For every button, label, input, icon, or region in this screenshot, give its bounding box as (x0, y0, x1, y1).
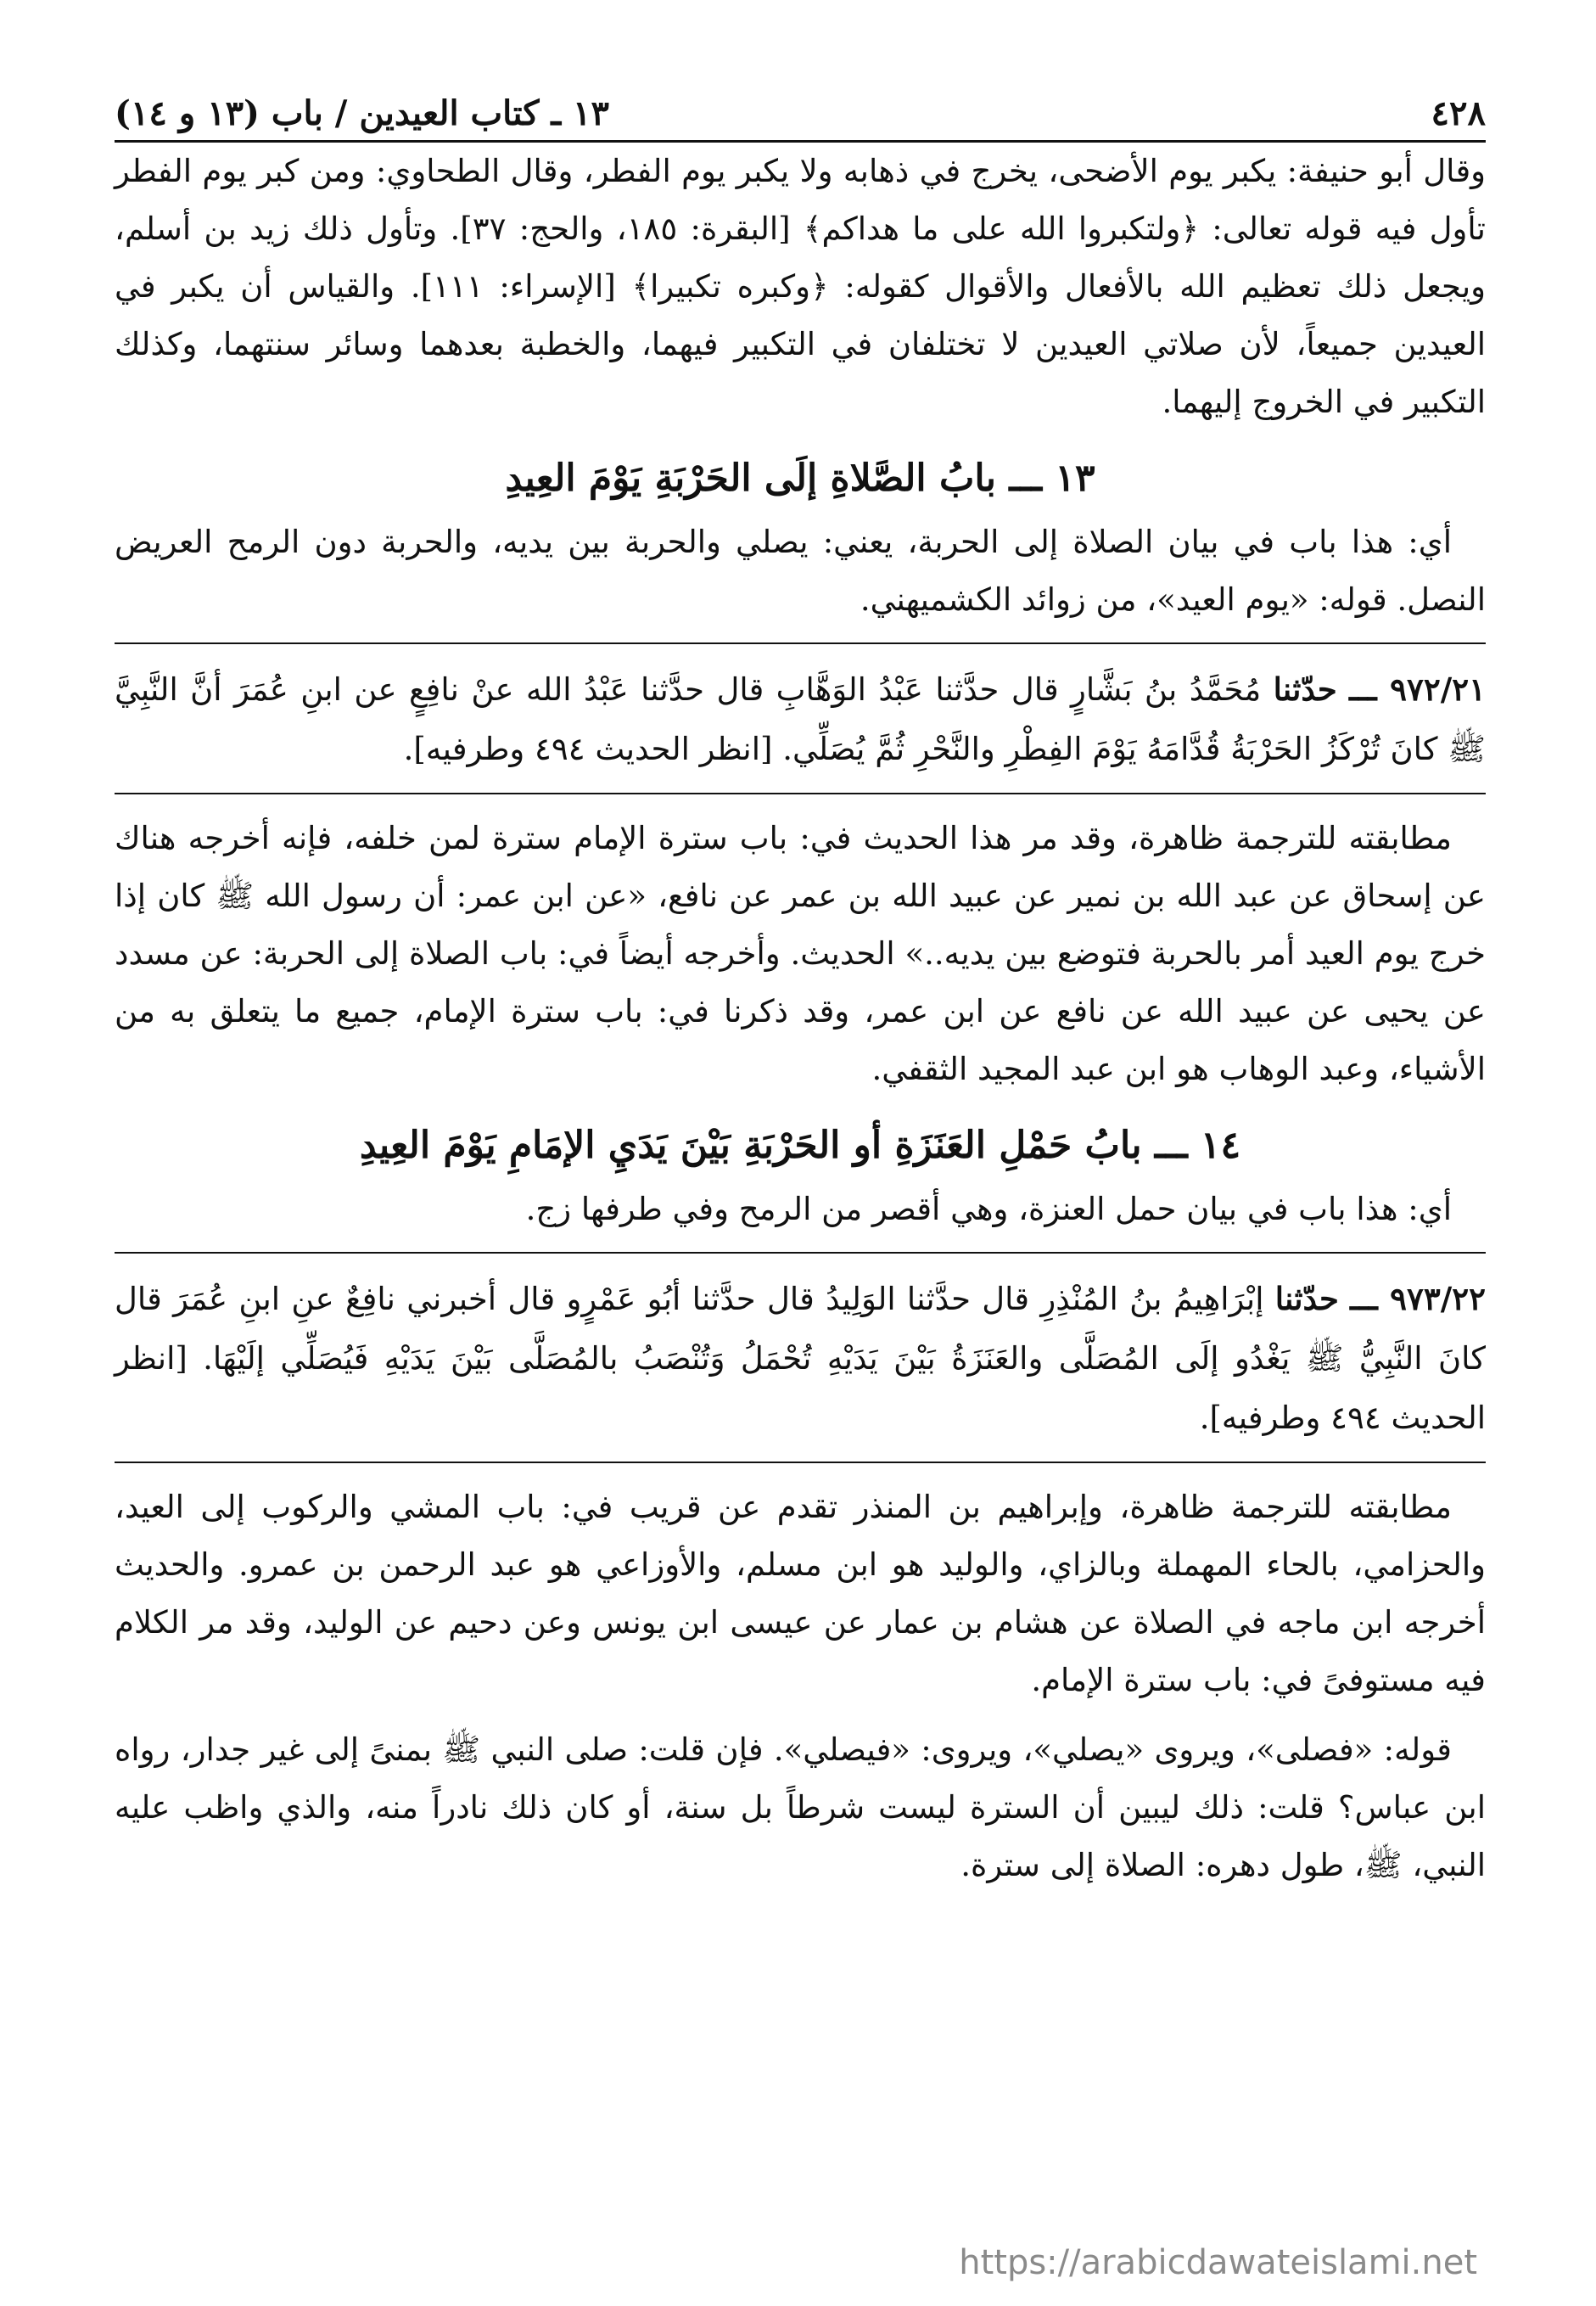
running-title: ١٣ ـ كتاب العيدين / باب (١٣ و ١٤) (115, 93, 610, 133)
intro-paragraph: وقال أبو حنيفة: يكبر يوم الأضحى، يخرج في ذهابه ولا يكبر يوم الفطر، وقال الطحاوي: ومن كبر يوم الفطر تأول فيه قوله تعالى: ﴿ولتكبروا الله على ما هداكم﴾ [البقرة: ١٨٥، والحج: ٣٧]. وتأول ذلك زيد بن أسلم، ويجعل ذلك تعظيم الله بالأفعال والأقوال كقوله: ﴿وكبره تكبيرا﴾ [الإسراء: ١١١]. والقياس أن يكبر في العيدين جميعاً، لأن صلاتي العيدين لا تختلفان في التكبير فيهما، والخطبة بعدهما وسائر سنتهما، وكذلك التكبير في الخروج إليهما. (115, 153, 1487, 420)
hadith-number: ٩٧٢/٢١ ـــ (1349, 670, 1486, 708)
separator-rule (115, 793, 1486, 794)
commentary-973: مطابقته للترجمة ظاهرة، وإبراهيم بن المنذر تقدم عن قريب في: باب المشي والركوب إلى العيد، والحزامي، بالحاء المهملة وبالزاي، والوليد هو ابن مسلم، والأوزاعي هو عبد الرحمن بن عمرو. والحديث أخرجه ابن ماجه في الصلاة عن هشام بن عمار عن عيسى ابن يونس وعن دحيم عن الوليد، وقد مر الكلام فيه مستوفىً في: باب سترة الإمام. (115, 1489, 1486, 1698)
hadith-text: مُحَمَّدُ بنُ بَشَّارٍ قال حدَّثنا عَبْدُ الوَهَّابِ قال حدَّثنا عَبْدُ الله عنْ نافِعٍ عن ابنِ عُمَرَ أنَّ النَّبِيَّ ﷺ كانَ تُرْكَزُ الحَرْبَةُ قُدَّامَهُ يَوْمَ الفِطْرِ والنَّحْرِ ثُمَّ يُصَلِّي. [انظر الحديث ٤٩٤ وطرفيه]. (115, 671, 1486, 767)
separator-rule (115, 642, 1486, 644)
page-number: ٤٢٨ (1431, 93, 1486, 133)
final-paragraph: قوله: «فصلى»، ويروى «يصلي»، ويروى: «فيصلي». فإن قلت: صلى النبي ﷺ بمنىً إلى غير جدار، رواه ابن عباس؟ قلت: ذلك ليبين أن السترة ليست شرطاً بل سنة، أو كان ذلك نادراً منه، والذي واظب عليه النبي، ﷺ، طول دهره: الصلاة إلى سترة. (115, 1731, 1486, 1883)
chapter-14-intro: أي: هذا باب في بيان حمل العنزة، وهي أقصر من الرمح وفي طرفها زج. (525, 1191, 1452, 1227)
hadith-number: ٩٧٣/٢٢ ـــ (1350, 1280, 1486, 1317)
watermark-url: https://arabicdawateislami.net (959, 2243, 1477, 2282)
running-header (115, 93, 1486, 143)
page-body (115, 143, 1486, 1894)
hadith-972 (115, 659, 1486, 779)
commentary-972: مطابقته للترجمة ظاهرة، وقد مر هذا الحديث في: باب سترة الإمام سترة لمن خلفه، فإنه أخرجه هناك عن إسحاق عن عبد الله بن نمير عن عبيد الله بن عمر عن نافع، «عن ابن عمر: أن رسول الله ﷺ كان إذا خرج يوم العيد أمر بالحربة فتوضع بين يديه..» الحديث. وأخرجه أيضاً في: باب الصلاة إلى الحربة: عن مسدد عن يحيى عن عبيد الله عن نافع عن ابن عمر، وقد ذكرنا في: باب سترة الإمام، جميع ما يتعلق به من الأشياء، وعبد الوهاب هو ابن عبد المجيد الثقفي. (115, 820, 1486, 1087)
separator-rule (115, 1252, 1486, 1254)
chapter-13-heading: ١٣ ـــ بابُ الصَّلاةِ إلَى الحَرْبَةِ يَوْمَ العِيدِ (505, 457, 1095, 500)
hadith-973 (115, 1269, 1486, 1448)
separator-rule (115, 1462, 1486, 1463)
hadith-text: إبْرَاهِيمُ بنُ المُنْذِرِ قال حدَّثنا الوَلِيدُ قال حدَّثنا أبُو عَمْرٍو قال أخبرني نافِعٌ عنِ ابنِ عُمَرَ قال كانَ النَّبِيُّ ﷺ يَغْدُو إلَى المُصَلَّى والعَنَزَةُ بَيْنَ يَدَيْهِ تُحْمَلُ وَتُنْصَبُ بالمُصَلَّى بَيْنَ يَدَيْهِ فَيُصَلِّي إلَيْهَا. [انظر الحديث ٤٩٤ وطرفيه]. (115, 1281, 1486, 1436)
chapter-13-intro: أي: هذا باب في بيان الصلاة إلى الحربة، يعني: يصلي والحربة بين يديه، والحربة دون الرمح العريض النصل. قوله: «يوم العيد»، من زوائد الكشميهني. (115, 524, 1486, 618)
hadith-lead: حدّثنا (1273, 670, 1337, 708)
hadith-lead: حدّثنا (1274, 1280, 1339, 1317)
chapter-14-heading: ١٤ ـــ بابُ حَمْلِ العَنَزَةِ أو الحَرْبَةِ بَيْنَ يَدَيِ الإمَامِ يَوْمَ العِيدِ (359, 1124, 1241, 1167)
